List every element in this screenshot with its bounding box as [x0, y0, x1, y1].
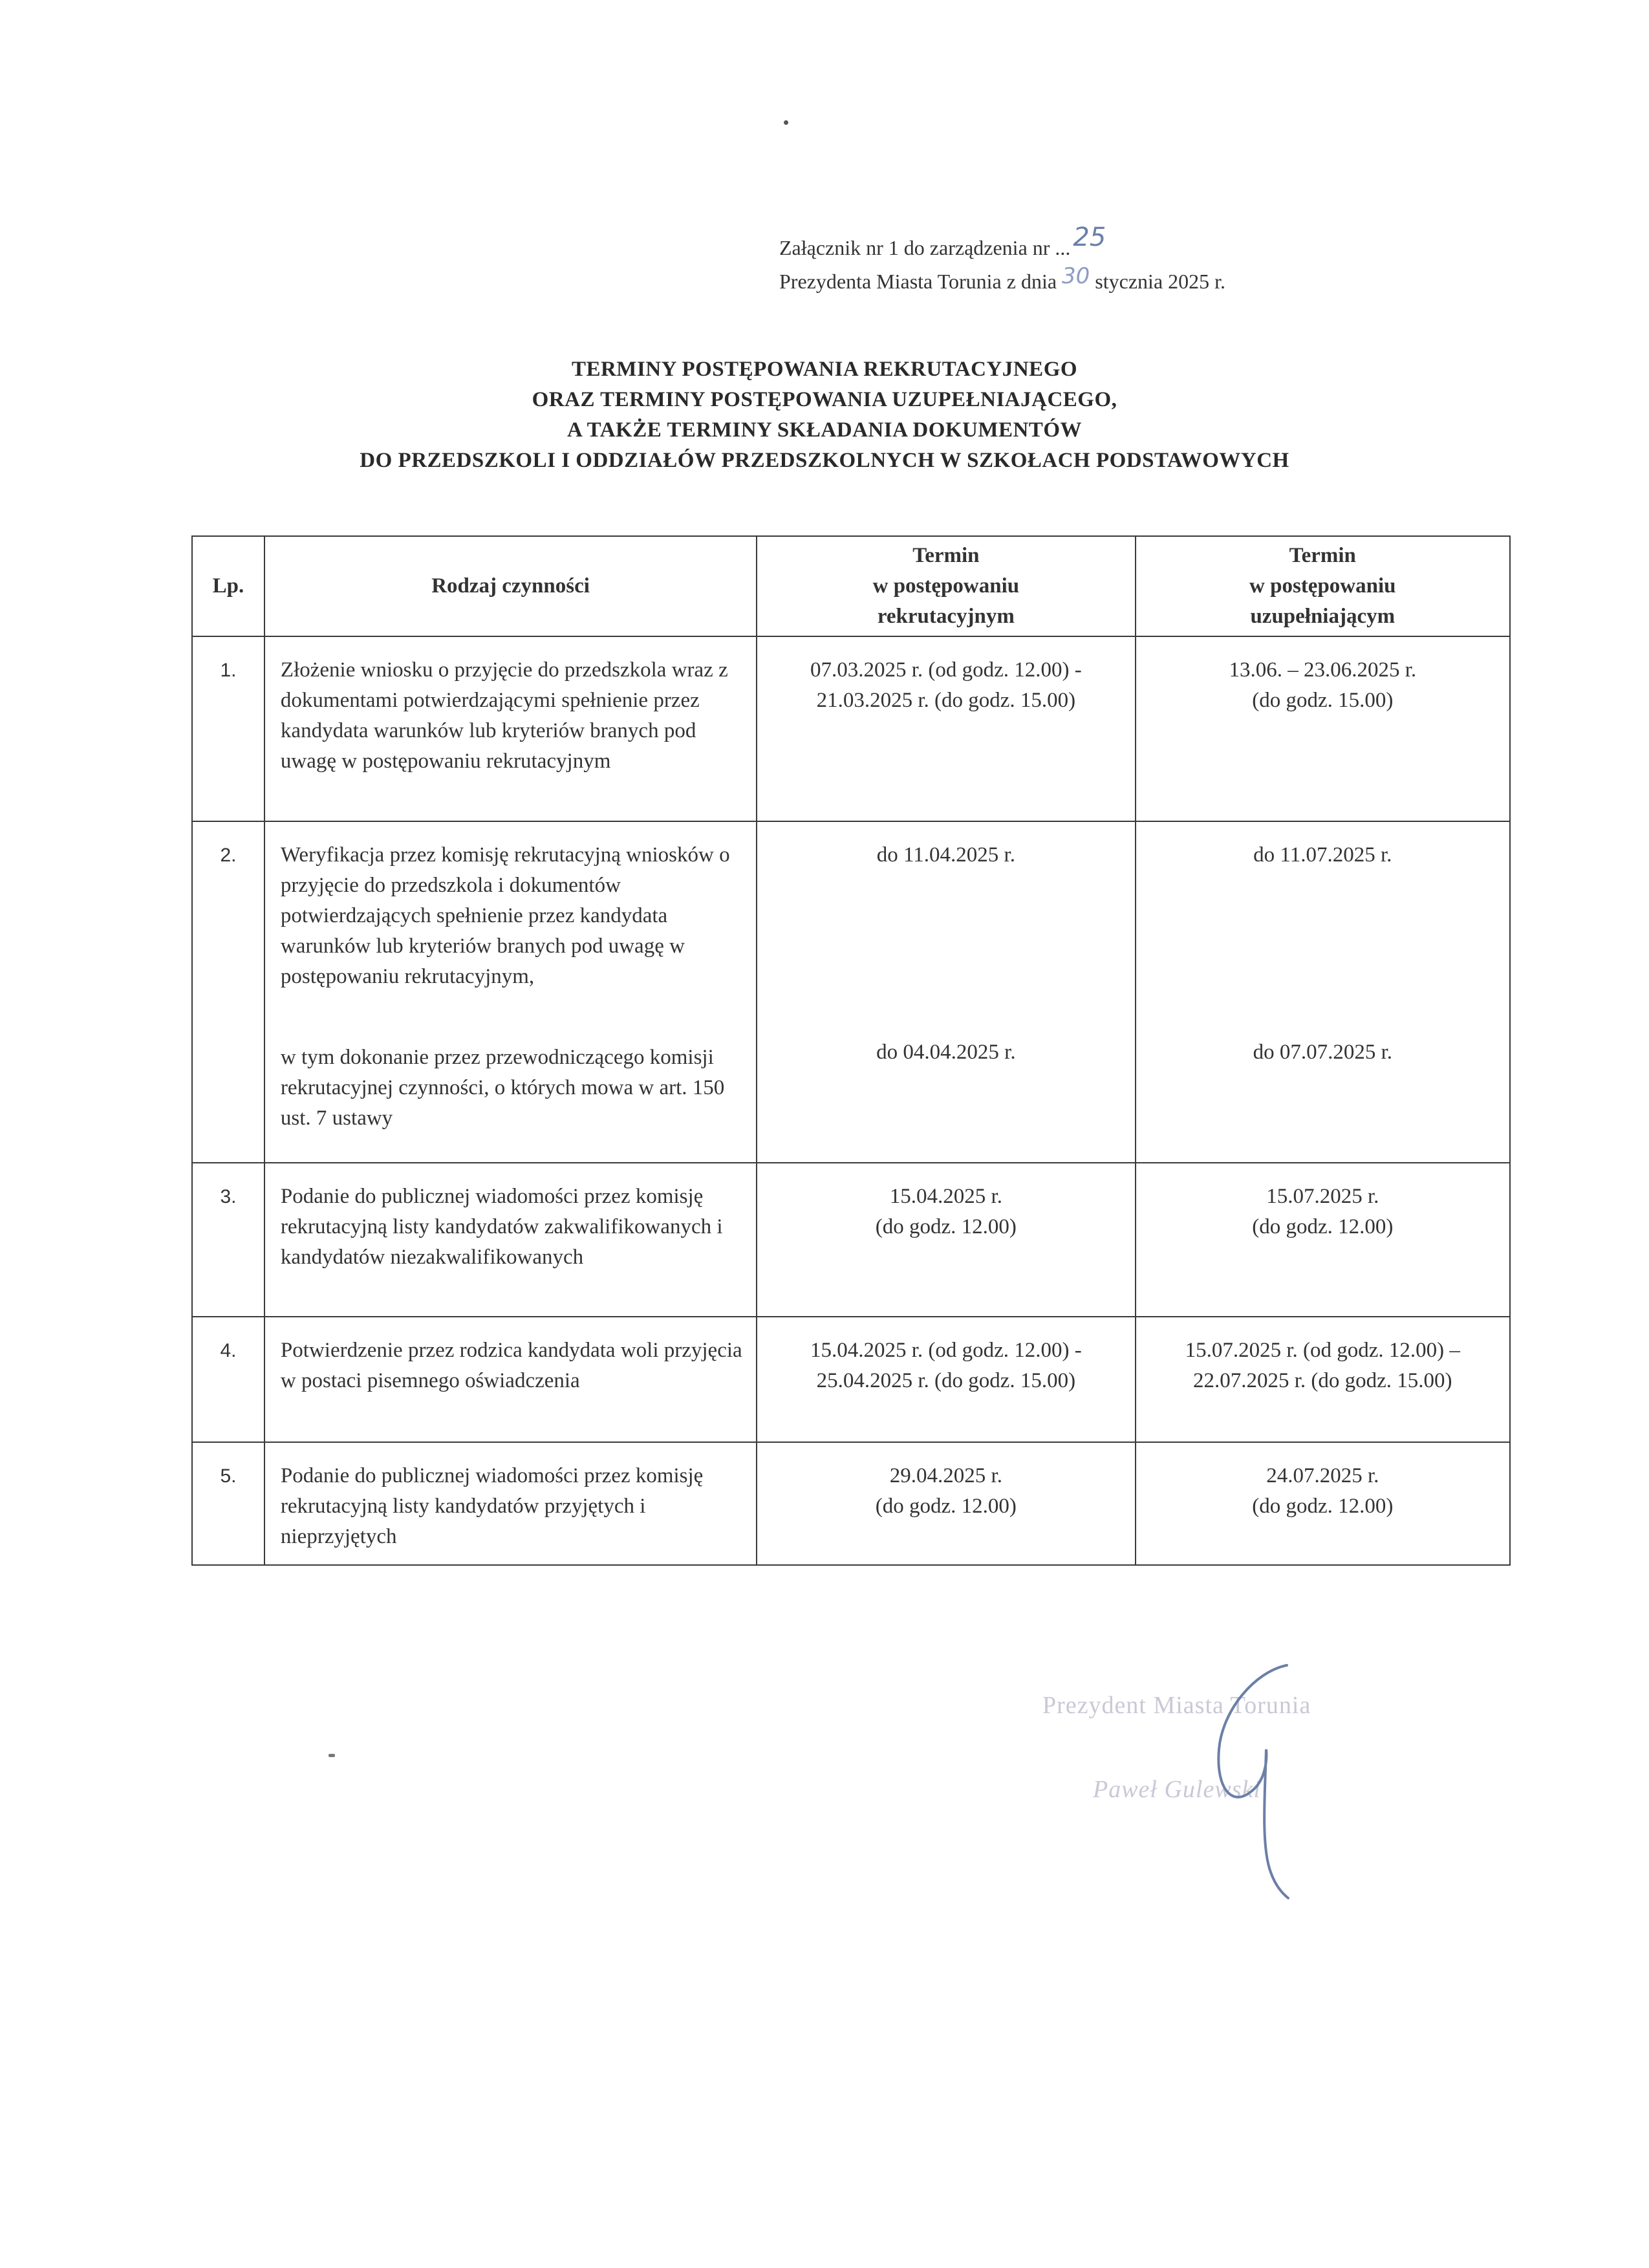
handwritten-order-number: 25 — [1073, 222, 1106, 252]
table-row — [192, 1163, 1510, 1317]
document-title — [0, 354, 1649, 476]
row-number: 1. — [192, 636, 264, 821]
stamp-title: Prezydent Miasta Torunia — [1042, 1692, 1311, 1719]
scan-speck — [784, 120, 788, 125]
row-recruitment-date: 07.03.2025 r. (od godz. 12.00) - 21.03.2025 r. (do godz. 15.00) — [757, 636, 1135, 821]
row-supplementary-date: 15.07.2025 r. (od godz. 12.00) – 22.07.2025 r. (do godz. 15.00) — [1136, 1317, 1510, 1442]
row-activity: Podanie do publicznej wiadomości przez komisję rekrutacyjną listy kandydatów przyjętych i nieprzyjętych — [264, 1442, 757, 1565]
table-row — [192, 1317, 1510, 1442]
header-recruitment: Termin w postępowaniu rekrutacyjnym — [757, 536, 1135, 636]
row-supplementary-date: do 11.07.2025 r. do 07.07.2025 r. — [1136, 821, 1510, 1163]
stamp-name: Paweł Gulewski — [1093, 1776, 1261, 1803]
title-line-2: ORAZ TERMINY POSTĘPOWANIA UZUPEŁNIAJĄCEGO, — [532, 388, 1117, 411]
row-activity: Podanie do publicznej wiadomości przez komisję rekrutacyjną listy kandydatów zakwalifikowanych i kandydatów niezakwalifikowanych — [264, 1163, 757, 1317]
row-number: 5. — [192, 1442, 264, 1565]
header-lp: Lp. — [192, 536, 264, 636]
row-activity: Złożenie wniosku o przyjęcie do przedszkola wraz z dokumentami potwierdzającymi spełnienie przez kandydata warunków lub kryteriów branych pod uwagę w postępowaniu rekrutacyjnym — [264, 636, 757, 821]
row-recruitment-date: 15.04.2025 r. (od godz. 12.00) - 25.04.2025 r. (do godz. 15.00) — [757, 1317, 1135, 1442]
table-row — [192, 821, 1510, 1163]
row-supplementary-date: 15.07.2025 r. (do godz. 12.00) — [1136, 1163, 1510, 1317]
row-number: 3. — [192, 1163, 264, 1317]
attachment-note — [779, 222, 1226, 298]
attachment-note-line-2: Prezydenta Miasta Torunia z dnia 30 stycznia 2025 r. — [779, 265, 1225, 298]
signature-block — [1009, 1652, 1397, 1911]
table-row — [192, 636, 1510, 821]
title-line-1: TERMINY POSTĘPOWANIA REKRUTACYJNEGO — [571, 358, 1078, 381]
title-line-4: DO PRZEDSZKOLI I ODDZIAŁÓW PRZEDSZKOLNYCH W SZKOŁACH PODSTAWOWYCH — [360, 449, 1289, 472]
table-header-row — [192, 536, 1510, 636]
header-supplementary: Termin w postępowaniu uzupełniającym — [1136, 536, 1510, 636]
handwritten-day: 30 — [1062, 263, 1090, 289]
row-supplementary-date: 24.07.2025 r. (do godz. 12.00) — [1136, 1442, 1510, 1565]
row-supplementary-date: 13.06. – 23.06.2025 r. (do godz. 15.00) — [1136, 636, 1510, 821]
row-activity-sub: w tym dokonanie przez przewodniczącego komisji rekrutacyjnej czynności, o których mowa w art. 150 ust. 7 ustawy — [280, 1046, 725, 1130]
table-row — [192, 1442, 1510, 1565]
row-number: 4. — [192, 1317, 264, 1442]
row-activity: Weryfikacja przez komisję rekrutacyjną wniosków o przyjęcie do przedszkola i dokumentów potwierdzających spełnienie przez kandydata warunków lub kryteriów branych pod uwagę w postępowaniu rekrutacyjnym, w tym dokonanie przez przewodniczącego komisji rekrutacyjnej czynności, o których mowa w art. 150 ust. 7 ustawy — [264, 821, 757, 1163]
scan-speck — [329, 1754, 335, 1757]
attachment-note-line-1: Załącznik nr 1 do zarządzenia nr ... 25 — [779, 230, 1225, 265]
header-activity: Rodzaj czynności — [264, 536, 757, 636]
title-line-3: A TAKŻE TERMINY SKŁADANIA DOKUMENTÓW — [566, 418, 1083, 442]
row-activity: Potwierdzenie przez rodzica kandydata woli przyjęcia w postaci pisemnego oświadczenia — [264, 1317, 757, 1442]
schedule-table — [191, 535, 1511, 1566]
row-recruitment-date: do 11.04.2025 r. do 04.04.2025 r. — [757, 821, 1135, 1163]
row-recruitment-date: 29.04.2025 r. (do godz. 12.00) — [757, 1442, 1135, 1565]
row-recruitment-date: 15.04.2025 r. (do godz. 12.00) — [757, 1163, 1135, 1317]
row-number: 2. — [192, 821, 264, 1163]
handwritten-signature — [1009, 1652, 1397, 1911]
